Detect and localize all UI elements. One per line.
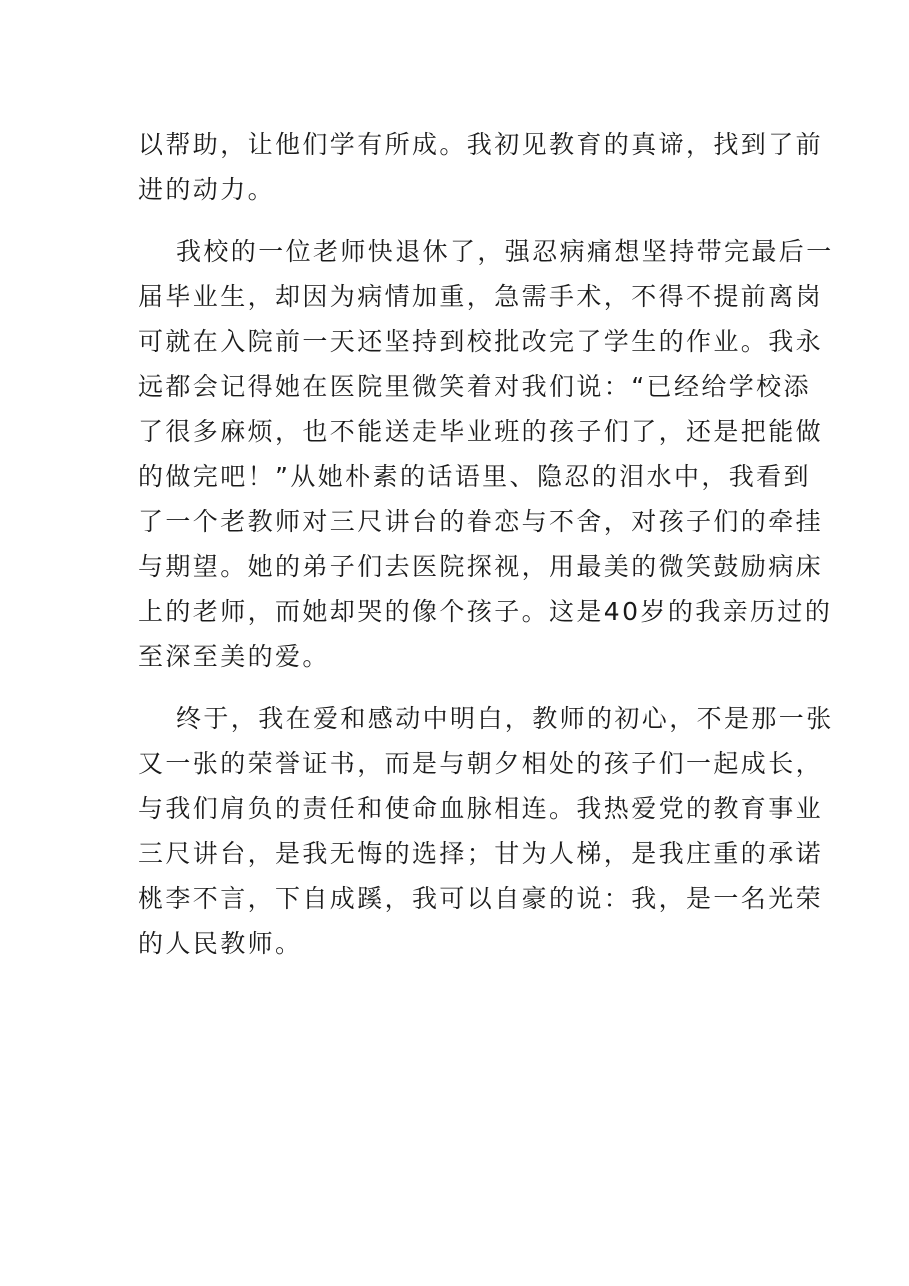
text-line: 与期望。她的弟子们去医院探视，用最美的微笑鼓励病床 xyxy=(138,552,824,581)
text-line: 届毕业生，却因为病情加重，急需手术，不得不提前离岗 xyxy=(138,282,824,311)
document-body xyxy=(138,122,834,983)
text-line: 可就在入院前一天还坚持到校批改完了学生的作业。我永 xyxy=(138,327,824,356)
text-line: 我校的一位老师快退休了，强忍病痛想坚持带完最后一 xyxy=(176,237,834,266)
paragraph-1 xyxy=(138,122,824,212)
text-line: 桃李不言，下自成蹊，我可以自豪的说：我，是一名光荣 xyxy=(138,884,824,913)
text-line: 以帮助，让他们学有所成。我初见教育的真谛，找到了前 xyxy=(138,130,824,159)
paragraph-3 xyxy=(138,696,834,966)
text-line: 与我们肩负的责任和使命血脉相连。我热爱党的教育事业 xyxy=(138,794,824,823)
text-line: 又一张的荣誉证书，而是与朝夕相处的孩子们一起成长， xyxy=(138,749,824,778)
text-line: 的人民教师。 xyxy=(138,929,303,958)
text-line: 至深至美的爱。 xyxy=(138,642,330,671)
text-line: 远都会记得她在医院里微笑着对我们说：“已经给学校添 xyxy=(138,372,811,401)
text-line: 了一个老教师对三尺讲台的眷恋与不舍，对孩子们的牵挂 xyxy=(138,507,824,536)
text-line: 终于，我在爱和感动中明白，教师的初心，不是那一张 xyxy=(176,704,834,733)
text-line: 了很多麻烦，也不能送走毕业班的孩子们了，还是把能做 xyxy=(138,417,824,446)
paragraph-2 xyxy=(138,229,834,679)
text-line: 进的动力。 xyxy=(138,175,276,204)
text-line: 上的老师，而她却哭的像个孩子。这是40岁的我亲历过的 xyxy=(138,597,833,626)
text-line: 的做完吧！”从她朴素的话语里、隐忍的泪水中，我看到 xyxy=(138,462,811,491)
text-line: 三尺讲台，是我无悔的选择；甘为人梯，是我庄重的承诺 xyxy=(138,839,824,868)
